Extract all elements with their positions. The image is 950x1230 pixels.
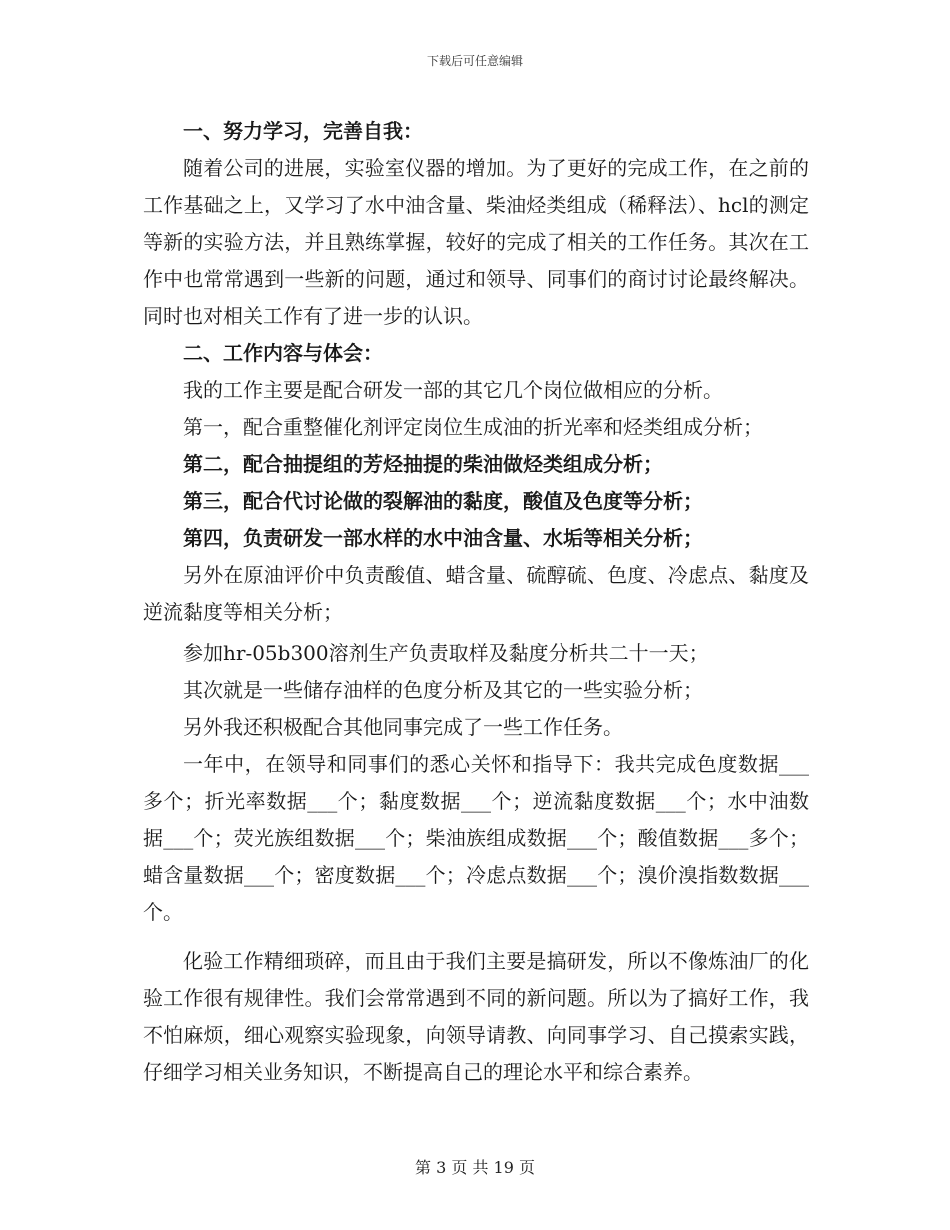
page-footer: 第 3 页 共 19 页 <box>415 1158 535 1177</box>
paragraph-other-tasks: 另外我还积极配合其他同事完成了一些工作任务。 <box>183 715 623 739</box>
section-heading-1: 一、努力学习，完善自我： <box>183 119 423 143</box>
paragraph-work-intro: 我的工作主要是配合研发一部的其它几个岗位做相应的分析。 <box>183 378 723 402</box>
section-heading-2: 二、工作内容与体会： <box>183 341 383 365</box>
paragraph-item-1: 第一，配合重整催化剂评定岗位生成油的折光率和烃类组成分析； <box>183 415 763 439</box>
paragraph-study: 随着公司的进展，实验室仪器的增加。为了更好的完成工作，在之前的工作基础之上，又学习了水中油含量、柴油烃类组成（稀释法）、hcl的测定等新的实验方法，并且熟练掌握，较好的完成了相关的工作任务。其次在工作中也常常遇到一些新的问题，通过和领导、同事们的商讨讨论最终解决。同时也对相关工作有了进一步的认识。 <box>143 156 809 328</box>
paragraph-item-3: 第三，配合代讨论做的裂解油的黏度，酸值及色度等分析； <box>183 489 703 513</box>
paragraph-item-4: 第四，负责研发一部水样的水中油含量、水垢等相关分析； <box>183 526 703 550</box>
page-header: 下载后可任意编辑 <box>426 54 523 68</box>
paragraph-conclusion: 化验工作精细琐碎，而且由于我们主要是搞研发，所以不像炼油厂的化验工作很有规律性。我们会常常遇到不同的新问题。所以为了搞好工作，我不怕麻烦，细心观察实验现象，向领导请教、向同事学习、自己摸索实践，仔细学习相关业务知识，不断提高自己的理论水平和综合素养。 <box>143 949 809 1084</box>
paragraph-data-summary: 一年中，在领导和同事们的悉心关怀和指导下：我共完成色度数据___多个；折光率数据___个；黏度数据___个；逆流黏度数据___个；水中油数据___个；荧光族组数据___个；柴油族组成数据___个；酸值数据___多个；蜡含量数据___个；密度数据___个；冷虑点数据___个；溴价溴指数数据___个。 <box>143 752 809 924</box>
paragraph-item-2: 第二，配合抽提组的芳烃抽提的柴油做烃类组成分析； <box>183 452 663 476</box>
document-body <box>143 113 809 1091</box>
paragraph-solvent: 参加hr-05b300溶剂生产负责取样及黏度分析共二十一天； <box>183 641 709 665</box>
paragraph-storage: 其次就是一些储存油样的色度分析及其它的一些实验分析； <box>183 678 703 702</box>
paragraph-crude-oil: 另外在原油评价中负责酸值、蜡含量、硫醇硫、色度、冷虑点、黏度及逆流黏度等相关分析； <box>143 563 809 624</box>
